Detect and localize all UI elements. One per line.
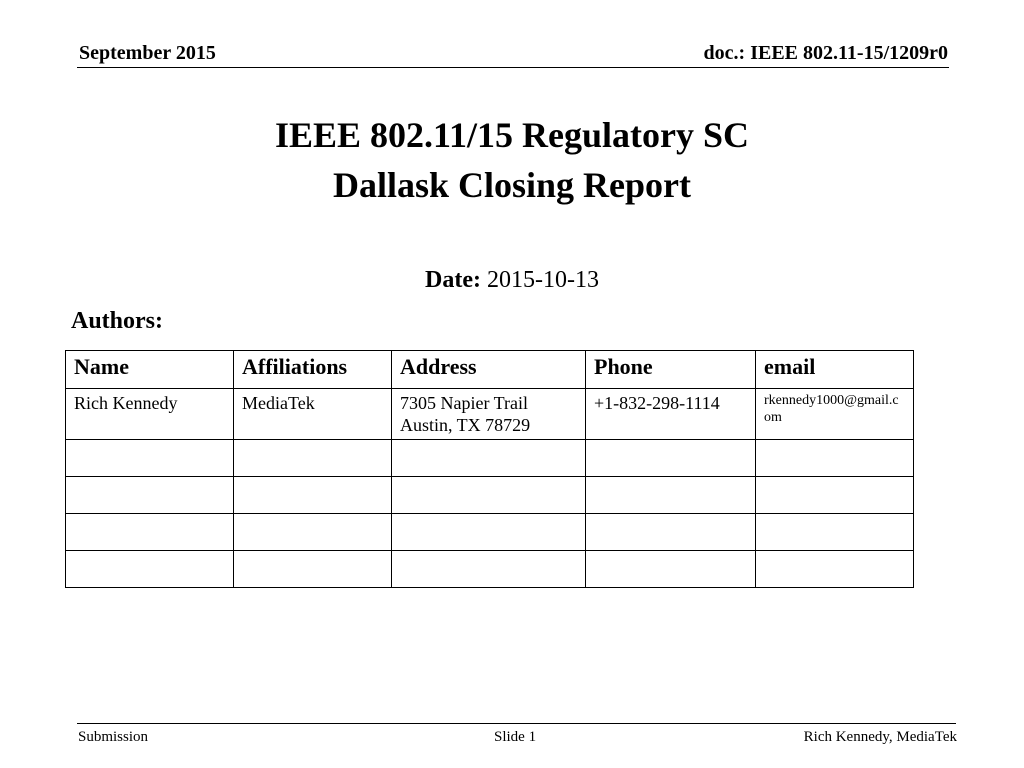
slide-title bbox=[0, 110, 1024, 210]
author-name: Rich Kennedy bbox=[66, 389, 234, 440]
table-row bbox=[66, 440, 914, 477]
table-row bbox=[66, 514, 914, 551]
empty-cell bbox=[66, 514, 234, 551]
empty-cell bbox=[756, 477, 914, 514]
empty-cell bbox=[586, 440, 756, 477]
header-divider bbox=[77, 67, 949, 68]
author-address bbox=[392, 389, 586, 440]
empty-cell bbox=[66, 477, 234, 514]
column-header-name: Name bbox=[66, 351, 234, 389]
empty-cell bbox=[392, 514, 586, 551]
header-date: September 2015 bbox=[79, 42, 216, 64]
table-row bbox=[66, 551, 914, 588]
empty-cell bbox=[392, 477, 586, 514]
footer-divider bbox=[77, 723, 956, 724]
empty-cell bbox=[234, 440, 392, 477]
author-affiliation: MediaTek bbox=[234, 389, 392, 440]
empty-cell bbox=[586, 477, 756, 514]
empty-cell bbox=[586, 551, 756, 588]
column-header-address: Address bbox=[392, 351, 586, 389]
date-value: 2015-10-13 bbox=[486, 267, 599, 293]
empty-cell bbox=[756, 514, 914, 551]
footer-submission: Submission bbox=[78, 729, 149, 745]
authors-table bbox=[65, 350, 914, 588]
empty-cell bbox=[66, 551, 234, 588]
author-address-line1: 7305 Napier Trail bbox=[400, 393, 528, 413]
author-email: rkennedy1000@gmail.com bbox=[756, 389, 914, 440]
author-address-line2: Austin, TX 78729 bbox=[400, 415, 531, 435]
header-doc-id: doc.: IEEE 802.11-15/1209r0 bbox=[703, 42, 948, 64]
empty-cell bbox=[66, 440, 234, 477]
date-label: Date: bbox=[425, 267, 481, 293]
empty-cell bbox=[234, 477, 392, 514]
authors-label: Authors: bbox=[71, 308, 164, 334]
empty-cell bbox=[234, 514, 392, 551]
empty-cell bbox=[392, 440, 586, 477]
empty-cell bbox=[756, 551, 914, 588]
column-header-email: email bbox=[756, 351, 914, 389]
empty-cell bbox=[756, 440, 914, 477]
authors-header-row bbox=[66, 351, 914, 389]
table-row bbox=[66, 477, 914, 514]
slide-title-line1: IEEE 802.11/15 Regulatory SC bbox=[274, 115, 750, 155]
slide-title-line2: Dallask Closing Report bbox=[332, 165, 692, 205]
column-header-affiliations: Affiliations bbox=[234, 351, 392, 389]
empty-cell bbox=[392, 551, 586, 588]
empty-cell bbox=[586, 514, 756, 551]
footer-slide-number: Slide 1 bbox=[494, 729, 537, 745]
table-row bbox=[66, 389, 914, 440]
footer-author: Rich Kennedy, MediaTek bbox=[803, 729, 957, 745]
column-header-phone: Phone bbox=[586, 351, 756, 389]
empty-cell bbox=[234, 551, 392, 588]
author-phone: +1-832-298-1114 bbox=[586, 389, 756, 440]
date-line bbox=[0, 267, 1024, 294]
